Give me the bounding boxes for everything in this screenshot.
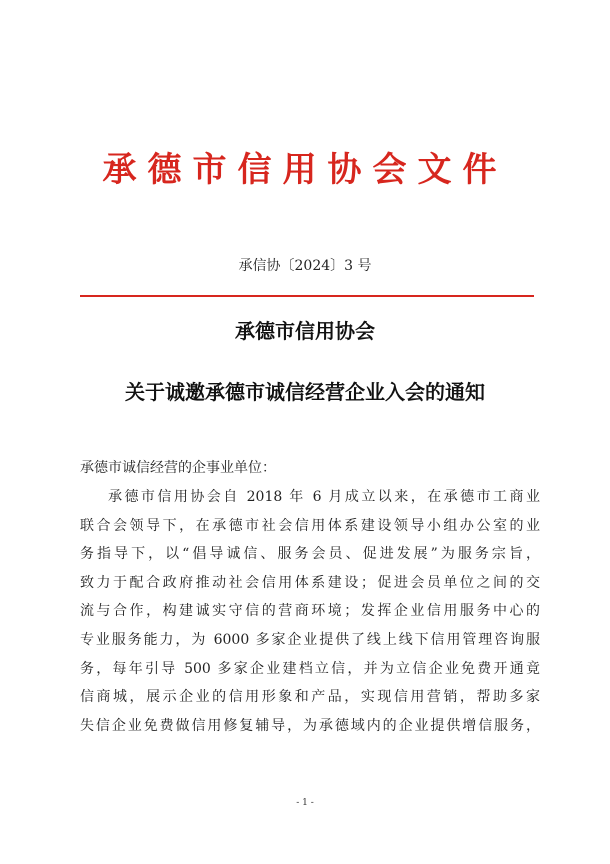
body-line: 承德市信用协会自 2018 年 6 月成立以来，在承德市工商业 <box>108 489 540 505</box>
body-line: 务，每年引导 500 多家企业建档立信，并为立信企业免费开通竟 <box>80 660 540 677</box>
page-number: - 1 - <box>296 798 314 808</box>
body-line: 致力于配合政府推动社会信用体系建设；促进会员单位之间的交 <box>80 574 540 591</box>
salutation: 承德市诚信经营的企事业单位： <box>80 460 276 476</box>
body-line: 联合会领导下，在承德市社会信用体系建设领导小组办公室的业 <box>80 517 540 534</box>
body-paragraph <box>80 486 540 743</box>
body-line: 失信企业免费做信用修复辅导，为承德域内的企业提供增信服务， <box>80 717 540 734</box>
red-divider-line <box>80 295 534 297</box>
body-line: 信商城，展示企业的信用形象和产品，实现信用营销，帮助多家 <box>80 689 540 706</box>
body-line: 流与合作，构建诚实守信的营商环境；发挥企业信用服务中心的 <box>80 603 540 620</box>
body-line: 务指导下，以“倡导诚信、服务会员、促进发展”为服务宗旨， <box>80 546 540 563</box>
document-number: 承信协〔2024〕3 号 <box>238 258 372 274</box>
red-header-title: 承德市信用协会文件 <box>102 150 508 190</box>
notice-title-line2: 关于诚邀承德市诚信经营企业入会的通知 <box>125 380 485 404</box>
notice-title-line1: 承德市信用协会 <box>235 319 375 343</box>
body-line: 专业服务能力，为 6000 多家企业提供了线上线下信用管理咨询服 <box>80 631 540 648</box>
